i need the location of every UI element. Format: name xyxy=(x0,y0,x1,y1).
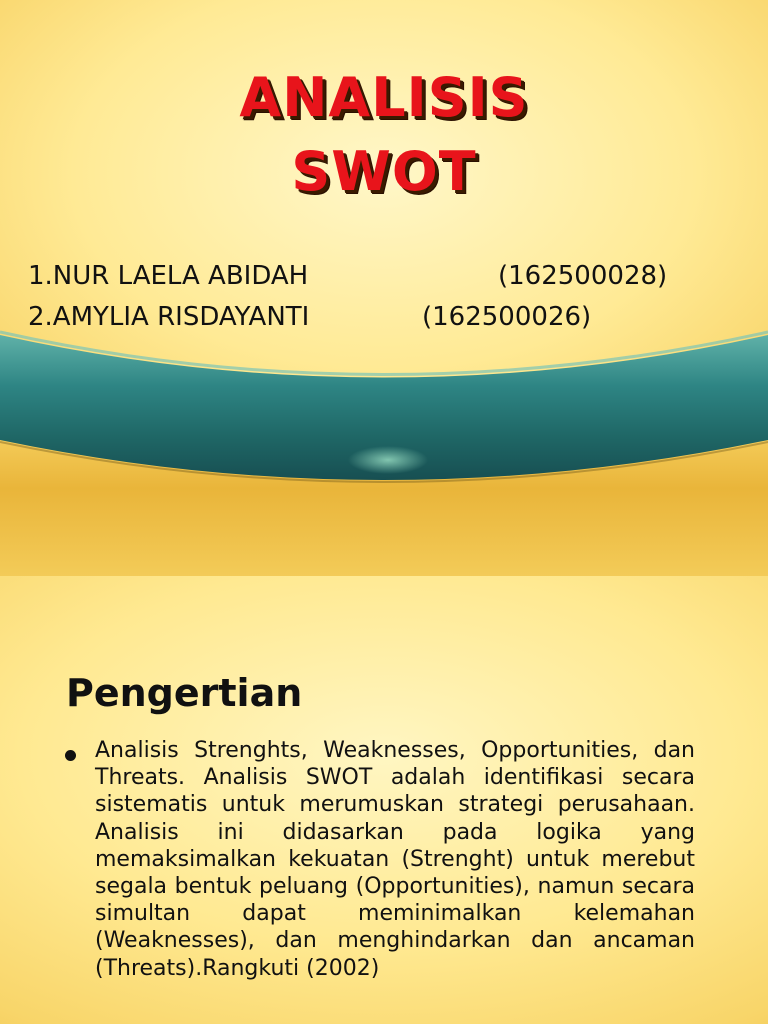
bullet-icon xyxy=(65,750,76,761)
section-heading: Pengertian xyxy=(66,671,303,715)
member-1-nim: (162500028) xyxy=(498,261,668,291)
member-2-name: 2.AMYLIA RISDAYANTI xyxy=(28,302,310,332)
title-line-2: SWOT xyxy=(291,140,477,203)
member-2 xyxy=(28,301,592,333)
definition-paragraph: Analisis Strenghts, Weaknesses, Opportunities, dan Threats. Analisis SWOT adalah identifikasi secara sistematis untuk merumuskan strategi perusahaan. Analisis ini didasarkan pada logika yang memaksimalkan kekuatan (Strenght) untuk merebut segala bentuk peluang (Opportunities), namun secara simultan dapat meminimalkan kelemahan (Weaknesses), dan menghindarkan dan ancaman (Threats).Rangkuti (2002) xyxy=(95,738,695,981)
title-line-1: ANALISIS xyxy=(239,66,529,129)
member-2-nim: (162500026) xyxy=(422,302,592,332)
member-1 xyxy=(28,260,668,292)
member-1-name: 1.NUR LAELA ABIDAH xyxy=(28,261,309,291)
slide-pengertian xyxy=(0,576,768,1024)
